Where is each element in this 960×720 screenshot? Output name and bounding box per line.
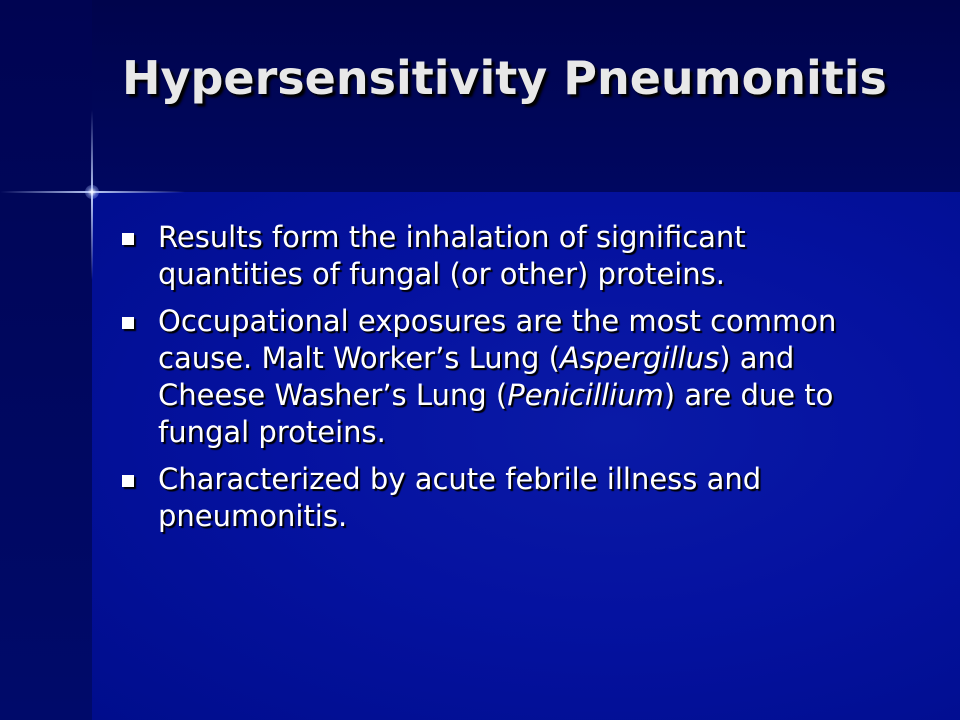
- bullet-item: [122, 219, 842, 293]
- bullet-item: [122, 461, 842, 535]
- organism-name-penicillium: Penicillium: [507, 378, 664, 412]
- bullet-text-segment: ) are due to fungal proteins.: [158, 378, 834, 449]
- bullet-text: [158, 304, 836, 449]
- bullet-text: Results form the inhalation of significant quantities of fungal (or other) proteins.: [158, 220, 746, 291]
- square-bullet-icon: [122, 475, 134, 487]
- sparkle-icon: [85, 185, 99, 199]
- organism-name-aspergillus: Aspergillus: [559, 341, 720, 375]
- slide-title: Hypersensitivity Pneumonitis: [122, 51, 887, 105]
- bullet-list: [122, 219, 842, 545]
- bullet-item: [122, 303, 842, 451]
- bullet-text-segment: Occupational exposures are the most common cause. Malt Worker’s Lung (: [158, 304, 837, 375]
- bullet-text-segment: ) and Cheese Washer’s Lung (: [158, 341, 795, 412]
- bullet-text: Characterized by acute febrile illness and pneumonitis.: [158, 462, 762, 533]
- square-bullet-icon: [122, 317, 134, 329]
- square-bullet-icon: [122, 233, 134, 245]
- left-background-band: [0, 0, 92, 720]
